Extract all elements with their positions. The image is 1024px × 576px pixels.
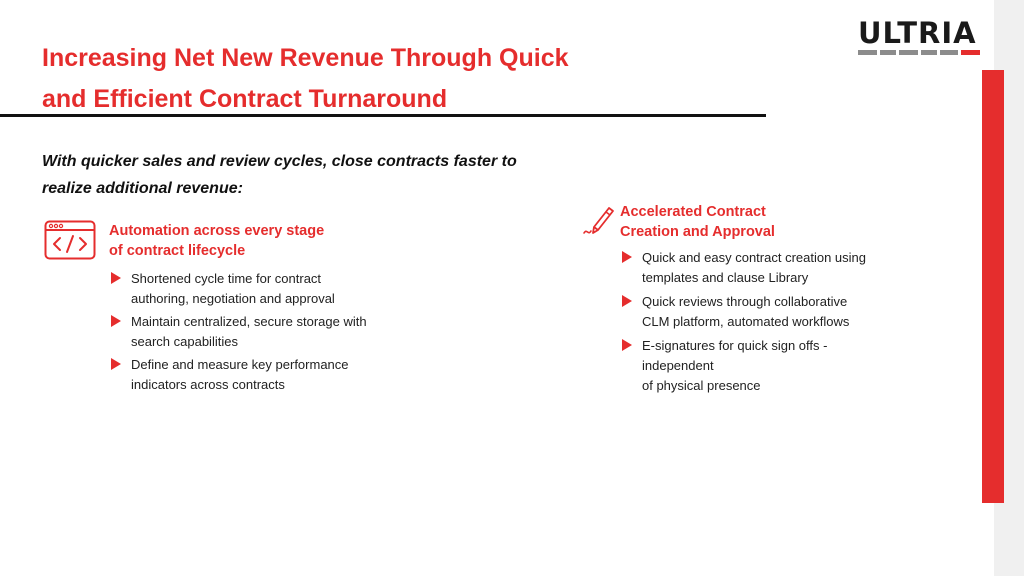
page-subtitle bbox=[42, 148, 602, 202]
logo-wordmark: ULTRIA bbox=[858, 16, 977, 50]
bullet-triangle-icon bbox=[111, 358, 121, 370]
bullet-text: Maintain centralized, secure storage with bbox=[131, 314, 367, 329]
subtitle-line: realize additional revenue: bbox=[42, 180, 243, 197]
bullet-text: independent bbox=[642, 358, 714, 373]
bullet-text: E-signatures for quick sign offs - bbox=[642, 338, 828, 353]
bullet-triangle-icon bbox=[622, 295, 632, 307]
pen-signature-icon bbox=[582, 202, 616, 236]
bullet-triangle-icon bbox=[111, 315, 121, 327]
list-item bbox=[620, 336, 866, 396]
code-window-icon bbox=[44, 220, 96, 260]
list-item bbox=[109, 312, 367, 352]
bullet-triangle-icon bbox=[622, 251, 632, 263]
bullet-triangle-icon bbox=[622, 339, 632, 351]
bullet-text: of physical presence bbox=[642, 378, 761, 393]
bullet-text: indicators across contracts bbox=[131, 377, 285, 392]
title-line: and Efficient Contract Turnaround bbox=[42, 85, 448, 113]
title-line: Increasing Net New Revenue Through Quick bbox=[42, 44, 569, 72]
right-section-heading bbox=[620, 202, 775, 242]
right-bullet-list bbox=[620, 248, 866, 400]
title-underline bbox=[0, 114, 766, 117]
bullet-triangle-icon bbox=[111, 272, 121, 284]
page-title bbox=[42, 38, 742, 120]
bullet-text: search capabilities bbox=[131, 334, 238, 349]
list-item bbox=[620, 248, 866, 288]
bullet-text: Quick and easy contract creation using bbox=[642, 250, 867, 265]
logo-stripes bbox=[858, 50, 980, 55]
accent-side-bar bbox=[982, 70, 1004, 503]
bullet-text: CLM platform, automated workflows bbox=[642, 314, 850, 329]
heading-line: of contract lifecycle bbox=[109, 243, 246, 259]
bullet-text: Quick reviews through collaborative bbox=[642, 294, 848, 309]
bullet-text: Define and measure key performance bbox=[131, 357, 349, 372]
heading-line: Creation and Approval bbox=[620, 224, 775, 240]
list-item bbox=[109, 355, 367, 395]
bullet-text: Shortened cycle time for contract bbox=[131, 271, 322, 286]
heading-line: Automation across every stage bbox=[109, 223, 325, 239]
heading-line: Accelerated Contract bbox=[620, 204, 766, 220]
left-bullet-list bbox=[109, 269, 367, 398]
left-section-heading bbox=[109, 221, 324, 261]
ultria-logo bbox=[858, 18, 980, 58]
bullet-text: authoring, negotiation and approval bbox=[131, 291, 335, 306]
list-item bbox=[620, 292, 866, 332]
list-item bbox=[109, 269, 367, 309]
subtitle-line: With quicker sales and review cycles, close contracts faster to bbox=[42, 153, 517, 170]
bullet-text: templates and clause Library bbox=[642, 270, 809, 285]
